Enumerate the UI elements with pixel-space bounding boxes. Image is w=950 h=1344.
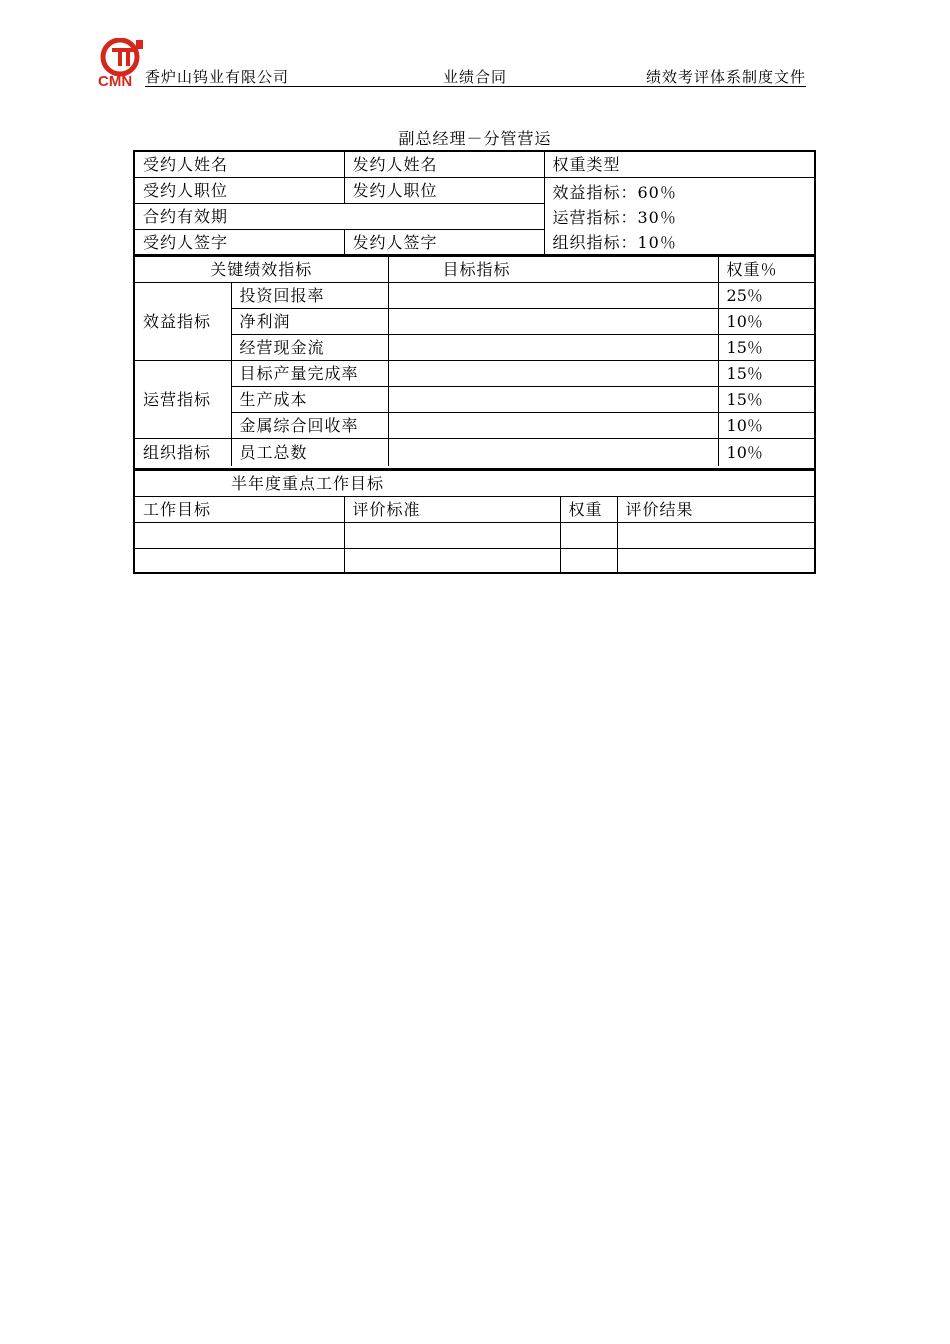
weight-type-label: 权重类型	[544, 152, 814, 178]
kpi-target	[388, 413, 718, 439]
kpi-name: 净利润	[231, 309, 388, 335]
standard-cell[interactable]	[344, 549, 560, 575]
kpi-name: 员工总数	[231, 439, 388, 467]
group-benefit: 效益指标	[135, 283, 231, 361]
kpi-name: 经营现金流	[231, 335, 388, 361]
goal-cell[interactable]	[135, 549, 344, 575]
kpi-name: 投资回报率	[231, 283, 388, 309]
table-row	[135, 549, 814, 575]
contract-period-label: 合约有效期	[135, 204, 544, 230]
header-divider	[145, 86, 806, 87]
kpi-weight: 10％	[718, 439, 814, 467]
result-header: 评价结果	[617, 497, 814, 523]
party-b-position-label: 受约人职位	[135, 178, 344, 204]
kpi-name: 金属综合回收率	[231, 413, 388, 439]
table-row	[135, 283, 814, 309]
kpi-name: 生产成本	[231, 387, 388, 413]
kpi-weight: 15％	[718, 387, 814, 413]
kpi-weight: 25％	[718, 283, 814, 309]
table-row	[135, 335, 814, 361]
header-right-title: 绩效考评体系制度文件	[645, 68, 806, 86]
table-row	[135, 413, 814, 439]
weight-type-values	[544, 178, 814, 256]
goal-weight-cell[interactable]	[560, 549, 617, 575]
kpi-target	[388, 439, 718, 467]
party-b-sign-label: 受约人签字	[135, 230, 344, 256]
result-cell[interactable]	[617, 549, 814, 575]
party-b-name-label: 受约人姓名	[135, 152, 344, 178]
party-a-name-label: 发约人姓名	[344, 152, 544, 178]
kpi-target	[388, 361, 718, 387]
goal-cell[interactable]	[135, 523, 344, 549]
kpi-weight: 10％	[718, 413, 814, 439]
table-row	[135, 523, 814, 549]
table-row	[135, 387, 814, 413]
kpi-weight: 15％	[718, 361, 814, 387]
weight-benefit: 效益指标：60％	[552, 183, 677, 202]
contract-info-table	[133, 150, 816, 256]
kpi-target	[388, 283, 718, 309]
half-year-goals-table	[133, 469, 816, 574]
kpi-target	[388, 335, 718, 361]
result-cell[interactable]	[617, 523, 814, 549]
company-name: 香炉山钨业有限公司	[145, 68, 290, 86]
goal-header: 工作目标	[135, 497, 344, 523]
page-header	[98, 38, 806, 88]
table-row	[135, 309, 814, 335]
goal-weight-cell[interactable]	[560, 523, 617, 549]
party-a-sign-label: 发约人签字	[344, 230, 544, 256]
kpi-weight: 10％	[718, 309, 814, 335]
kpi-target	[388, 387, 718, 413]
target-header: 目标指标	[388, 257, 718, 283]
weight-organization: 组织指标：10％	[552, 233, 677, 252]
table-row	[135, 361, 814, 387]
half-year-title: 半年度重点工作目标	[135, 471, 814, 497]
standard-cell[interactable]	[344, 523, 560, 549]
kpi-header: 关键绩效指标	[135, 257, 388, 283]
kpi-weight: 15％	[718, 335, 814, 361]
party-a-position-label: 发约人职位	[344, 178, 544, 204]
group-operation: 运营指标	[135, 361, 231, 439]
group-organization: 组织指标	[135, 439, 231, 467]
logo-text: CMN	[98, 73, 133, 88]
standard-header: 评价标准	[344, 497, 560, 523]
kpi-table	[133, 255, 816, 470]
weight-operation: 运营指标：30％	[552, 208, 677, 227]
kpi-target	[388, 309, 718, 335]
goal-weight-header: 权重	[560, 497, 617, 523]
cmn-logo-icon	[98, 38, 148, 88]
table-row	[135, 439, 814, 467]
header-center-title: 业绩合同	[443, 68, 508, 86]
weight-header: 权重％	[718, 257, 814, 283]
kpi-name: 目标产量完成率	[231, 361, 388, 387]
document-title: 副总经理－分管营运	[398, 129, 552, 148]
